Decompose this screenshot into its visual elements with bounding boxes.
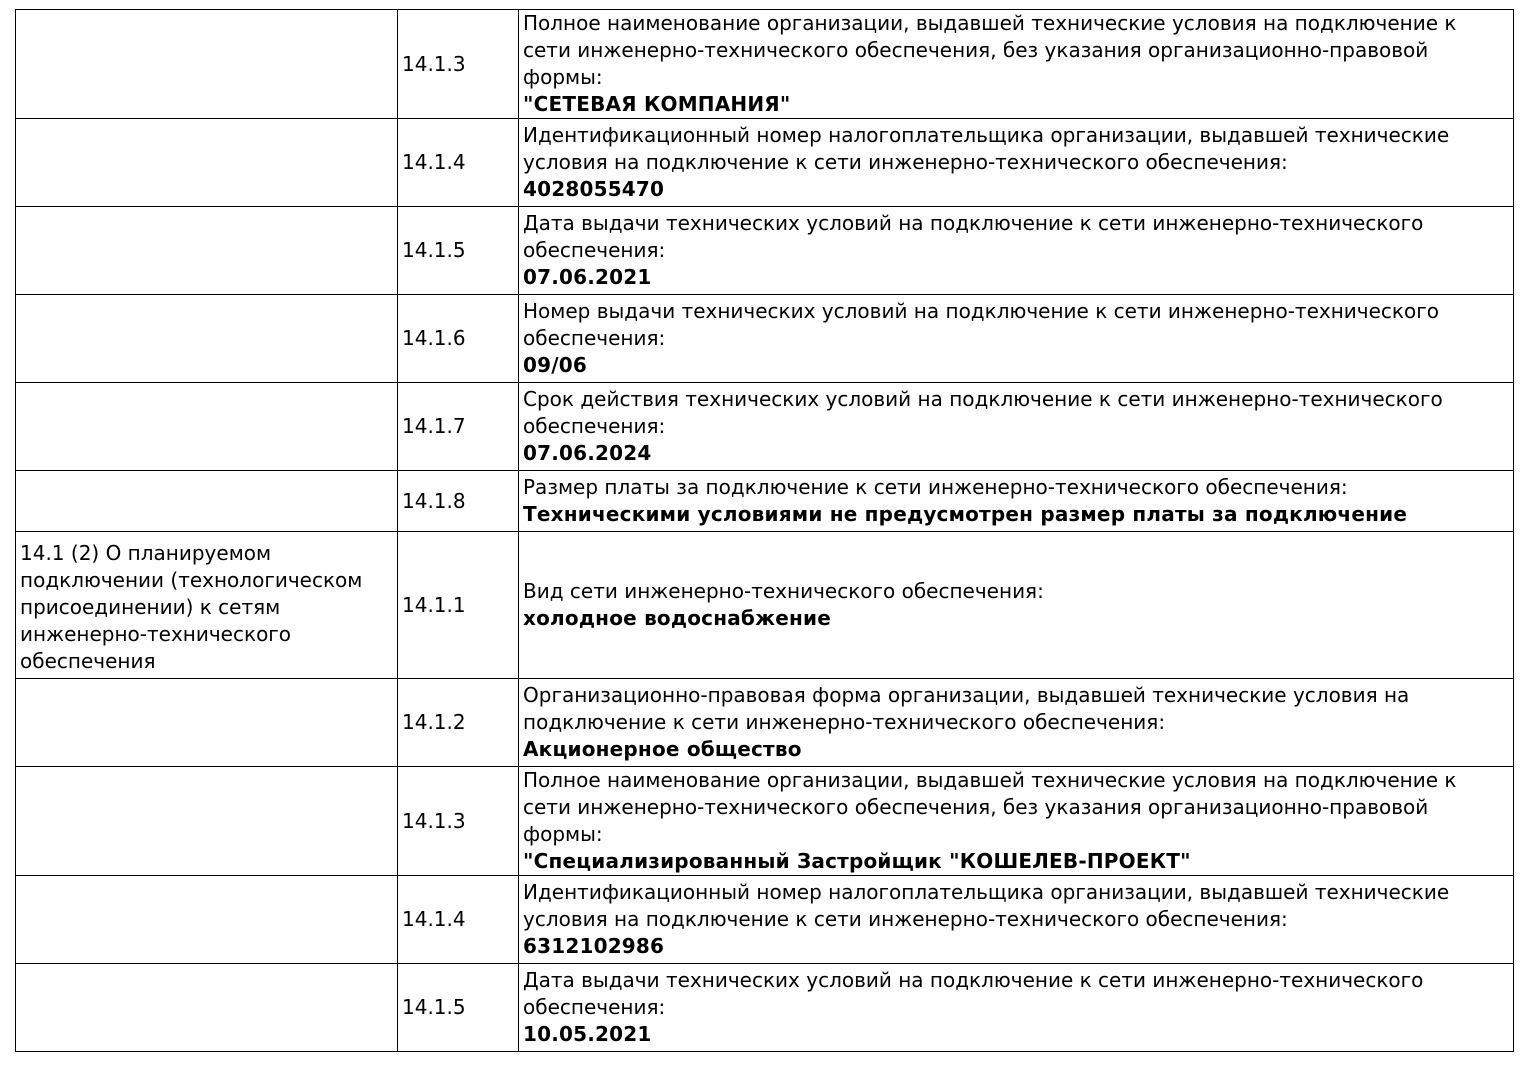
field-label: Номер выдачи технических условий на подключение к сети инженерно-технического обеспечения: — [523, 299, 1439, 350]
field-label: Срок действия технических условий на подключение к сети инженерно-технического обеспечения: — [523, 387, 1443, 438]
description-cell — [519, 119, 1514, 207]
section-cell — [16, 679, 398, 767]
description-cell — [519, 10, 1514, 119]
field-label: Идентификационный номер налогоплательщика организации, выдавшей технические условия на подключение к сети инженерно-технического обеспечения: — [523, 123, 1450, 174]
item-number: 14.1.8 — [398, 471, 519, 532]
field-value: "СЕТЕВАЯ КОМПАНИЯ" — [523, 92, 791, 116]
description-cell — [519, 383, 1514, 471]
field-value: холодное водоснабжение — [523, 606, 831, 630]
field-label: Вид сети инженерно-технического обеспечения: — [523, 579, 1044, 603]
section-cell — [16, 295, 398, 383]
description-cell — [519, 964, 1514, 1052]
table-row — [16, 207, 1514, 295]
item-number: 14.1.7 — [398, 383, 519, 471]
section-cell — [16, 767, 398, 876]
description-cell — [519, 207, 1514, 295]
section-cell — [16, 964, 398, 1052]
description-cell — [519, 679, 1514, 767]
item-number: 14.1.2 — [398, 679, 519, 767]
field-value: 07.06.2021 — [523, 265, 652, 289]
field-value: Акционерное общество — [523, 737, 802, 761]
field-value: 6312102986 — [523, 934, 665, 958]
table-row — [16, 876, 1514, 964]
item-number: 14.1.5 — [398, 964, 519, 1052]
field-label: Полное наименование организации, выдавшей технические условия на подключение к сети инженерно-технического обеспечения, без указания организационно-правовой формы: — [523, 768, 1457, 846]
table-row — [16, 295, 1514, 383]
table-row — [16, 679, 1514, 767]
table-row — [16, 964, 1514, 1052]
item-number: 14.1.5 — [398, 207, 519, 295]
field-value: 07.06.2024 — [523, 441, 652, 465]
field-label: Идентификационный номер налогоплательщика организации, выдавшей технические условия на подключение к сети инженерно-технического обеспечения: — [523, 880, 1450, 931]
section-cell — [16, 471, 398, 532]
section-cell — [16, 10, 398, 119]
section-cell — [16, 532, 398, 679]
field-label: Полное наименование организации, выдавшей технические условия на подключение к сети инженерно-технического обеспечения, без указания организационно-правовой формы: — [523, 11, 1457, 89]
description-cell — [519, 767, 1514, 876]
field-label: Размер платы за подключение к сети инженерно-технического обеспечения: — [523, 475, 1348, 499]
item-number: 14.1.6 — [398, 295, 519, 383]
table-row — [16, 383, 1514, 471]
table-row — [16, 10, 1514, 119]
table-row — [16, 119, 1514, 207]
table-row — [16, 767, 1514, 876]
item-number: 14.1.4 — [398, 876, 519, 964]
field-value: 09/06 — [523, 353, 587, 377]
table-row — [16, 532, 1514, 679]
item-number: 14.1.3 — [398, 767, 519, 876]
item-number: 14.1.4 — [398, 119, 519, 207]
description-cell — [519, 471, 1514, 532]
item-number: 14.1.3 — [398, 10, 519, 119]
field-value: Техническими условиями не предусмотрен размер платы за подключение — [523, 502, 1408, 526]
field-label: Дата выдачи технических условий на подключение к сети инженерно-технического обеспечения: — [523, 968, 1424, 1019]
field-value: 10.05.2021 — [523, 1022, 652, 1046]
item-number: 14.1.1 — [398, 532, 519, 679]
field-value: 4028055470 — [523, 177, 665, 201]
section-cell — [16, 207, 398, 295]
field-label: Организационно-правовая форма организации, выдавшей технические условия на подключение к сети инженерно-технического обеспечения: — [523, 683, 1410, 734]
field-label: Дата выдачи технических условий на подключение к сети инженерно-технического обеспечения: — [523, 211, 1424, 262]
description-cell — [519, 532, 1514, 679]
field-value: "Специализированный Застройщик "КОШЕЛЕВ-ПРОЕКТ" — [523, 849, 1191, 873]
section-cell — [16, 119, 398, 207]
section-cell — [16, 876, 398, 964]
section-title: 14.1 (2) О планируемом подключении (технологическом присоединении) к сетям инженерно-технического обеспечения — [20, 541, 363, 673]
section-cell — [16, 383, 398, 471]
description-cell — [519, 876, 1514, 964]
project-declaration-table — [15, 9, 1514, 1052]
description-cell — [519, 295, 1514, 383]
table-row — [16, 471, 1514, 532]
